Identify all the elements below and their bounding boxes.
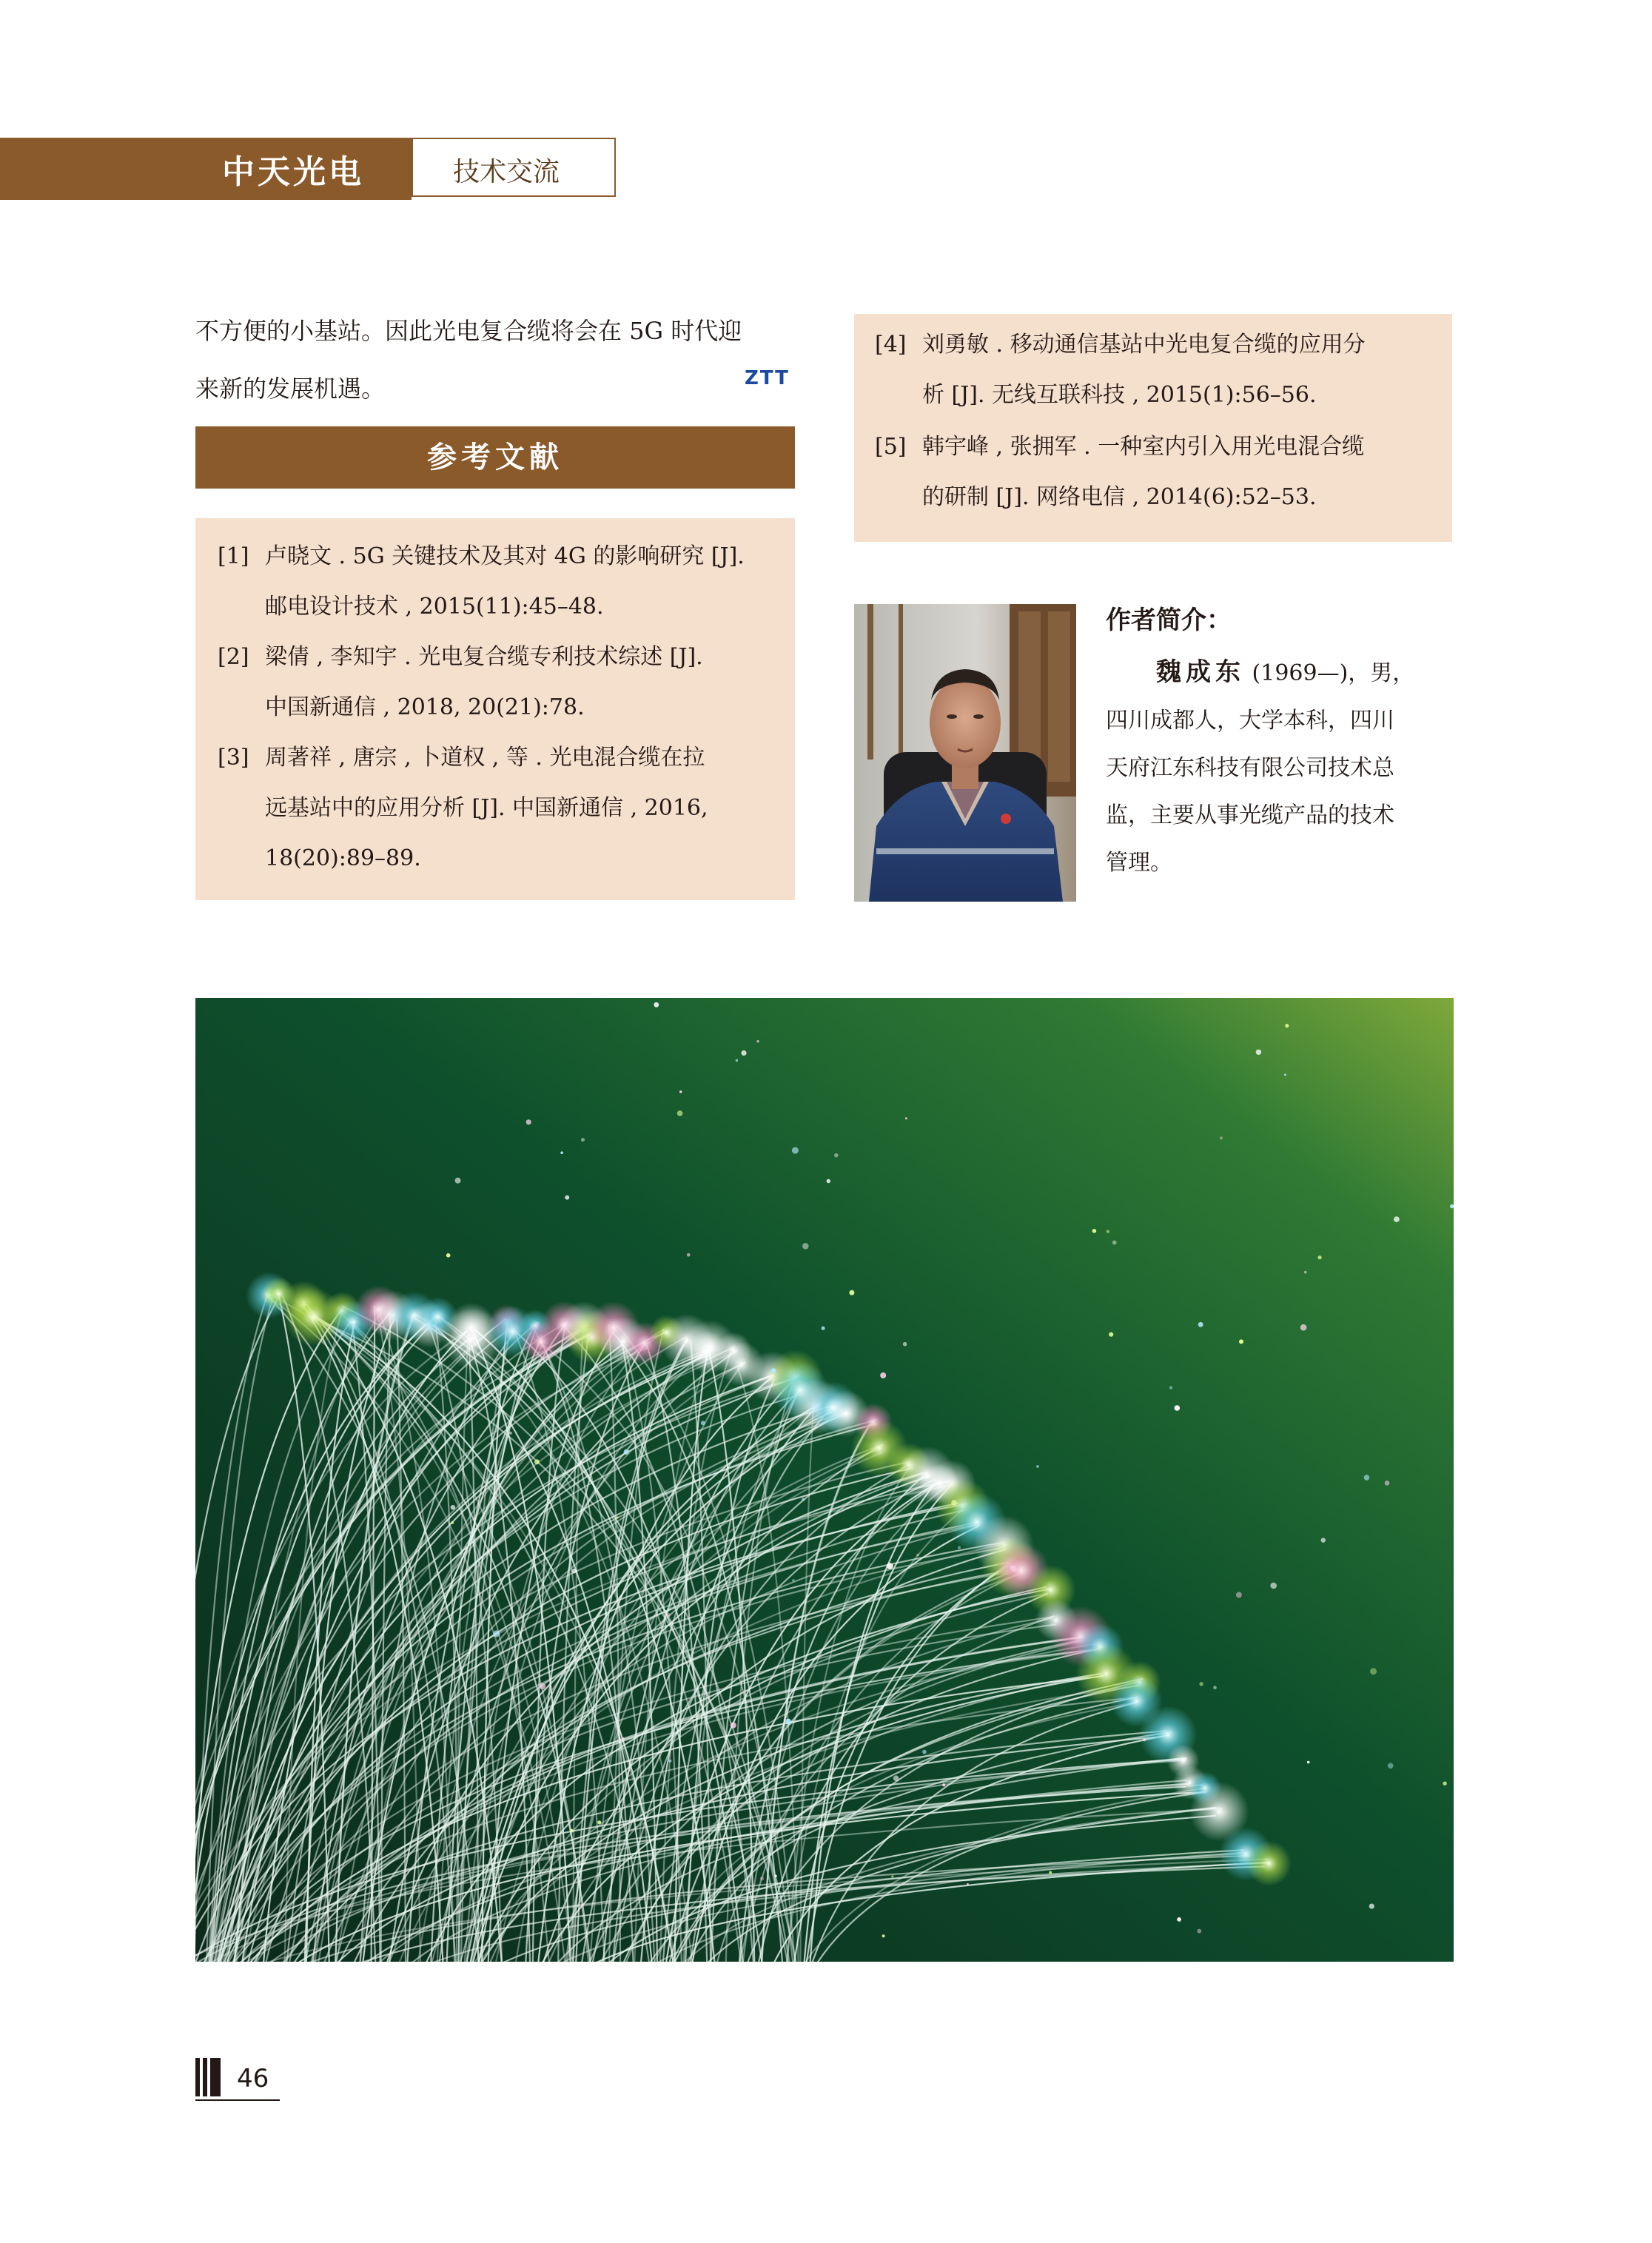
sparkle <box>560 1151 563 1154</box>
sparkle <box>887 1563 893 1569</box>
author-bio <box>1106 648 1439 887</box>
sparkle <box>1300 1324 1307 1331</box>
author-portrait-image <box>854 604 1076 902</box>
sparkle <box>1394 1216 1400 1222</box>
reference-line: 邮电设计技术 , 2015(11):45–48. <box>265 594 604 620</box>
sparkle <box>687 1253 691 1257</box>
sparkle <box>760 1877 764 1880</box>
sparkle <box>785 1719 791 1725</box>
reference-number: [1] <box>218 543 249 569</box>
sparkle <box>849 1290 854 1295</box>
sparkle <box>565 1196 569 1200</box>
sparkle <box>1107 1230 1109 1233</box>
reference-line: 卢晓文 . 5G 关键技术及其对 4G 的影响研究 [J]. <box>265 543 745 569</box>
sparkle <box>669 1760 672 1763</box>
sparkle <box>1321 1538 1326 1542</box>
sparkle <box>1213 1686 1217 1689</box>
sparkle <box>571 1569 577 1574</box>
reference-number: [3] <box>218 745 249 771</box>
section-label: 技术交流 <box>453 157 560 187</box>
sparkle <box>509 1432 512 1435</box>
sparkle <box>1370 1668 1377 1674</box>
sparkle <box>654 1002 659 1007</box>
sparkle <box>903 1342 907 1347</box>
sparkle <box>736 1059 738 1062</box>
sparkle <box>1112 1241 1117 1245</box>
sparkle <box>905 1117 907 1119</box>
sparkle <box>1385 1481 1390 1486</box>
sparkle <box>455 1178 461 1184</box>
sparkle <box>526 1119 531 1124</box>
sparkle <box>1197 1929 1201 1934</box>
sparkle <box>1270 1583 1277 1589</box>
sparkle <box>436 1939 438 1941</box>
reference-line: 的研制 [J]. 网络电信 , 2014(6):52–53. <box>922 484 1317 510</box>
author-photo <box>854 604 1076 902</box>
fiber-glow-tip <box>1246 1841 1292 1886</box>
sparkle <box>1285 1024 1289 1027</box>
sparkle <box>922 1750 927 1754</box>
footer-bars-icon <box>195 2058 225 2096</box>
sparkle <box>1199 1682 1203 1686</box>
sparkle <box>967 1883 969 1885</box>
author-bio-line <box>1106 648 1439 697</box>
sparkle <box>616 1516 619 1519</box>
sparkle <box>1388 1763 1394 1769</box>
sparkle <box>802 1498 805 1501</box>
sparkle <box>1092 1229 1097 1233</box>
sparkle <box>802 1243 809 1250</box>
sparkle <box>891 1875 893 1877</box>
reference-line: 中国新通信 , 2018, 20(21):78. <box>265 694 585 720</box>
fiber-optic-illustration <box>195 998 1454 1962</box>
references-box-right <box>854 314 1452 542</box>
sparkle <box>731 1723 736 1729</box>
sparkle <box>771 1368 776 1372</box>
sparkle <box>1109 1332 1113 1337</box>
sparkle <box>679 1090 682 1093</box>
sparkle <box>624 1449 630 1455</box>
sparkle <box>1143 1738 1146 1741</box>
sparkle <box>701 1421 705 1425</box>
sparkle <box>1318 1255 1322 1259</box>
author-bio-line: 天府江东科技有限公司技术总 <box>1106 755 1394 781</box>
page-number: 46 <box>237 2064 269 2093</box>
sparkle <box>1284 1073 1286 1076</box>
sparkle <box>822 1327 825 1330</box>
footer-rule <box>195 2099 280 2101</box>
sparkle <box>1220 1136 1223 1139</box>
body-paragraph <box>195 302 795 418</box>
reference-number: [2] <box>218 644 249 670</box>
sparkle <box>451 1521 454 1524</box>
sparkle <box>581 1138 585 1141</box>
body-line: 不方便的小基站。因此光电复合缆将会在 5G 时代迎 <box>195 317 742 345</box>
sparkle <box>1175 1405 1181 1411</box>
sparkle <box>741 1050 746 1056</box>
author-bio-line: 四川成都人，大学本科，四川 <box>1106 708 1394 734</box>
references-box-left <box>195 518 795 900</box>
reference-line: 析 [J]. 无线互联科技 , 2015(1):56–56. <box>922 382 1317 408</box>
journal-logo: 中天光电 <box>222 153 364 191</box>
reference-line: 周著祥 , 唐宗 , 卜道权 , 等 . 光电混合缆在拉 <box>265 745 705 771</box>
sparkle <box>1236 1592 1242 1598</box>
sparkle <box>451 1505 456 1510</box>
reference-line: 韩宇峰 , 张拥军 . 一种室内引入用光电混合缆 <box>922 434 1365 460</box>
sparkle <box>534 1459 540 1464</box>
author-bio-line: 监，主要从事光缆产品的技术 <box>1106 802 1394 828</box>
author-bio-line: 管理。 <box>1106 850 1172 876</box>
author-bio-text: (1969—)，男， <box>1245 660 1415 686</box>
sparkle <box>958 1546 961 1549</box>
sparkle <box>1036 1465 1039 1468</box>
sparkle <box>677 1110 683 1116</box>
sparkle <box>1364 1475 1370 1481</box>
reference-number: [4] <box>875 332 907 358</box>
reference-line: 梁倩 , 李知宇 . 光电复合缆专利技术综述 [J]. <box>265 644 703 670</box>
sparkle <box>1169 1387 1172 1389</box>
references-title: 参考文献 <box>427 440 563 475</box>
sparkle <box>756 1040 759 1042</box>
sparkle <box>1177 1917 1181 1922</box>
reference-number: [5] <box>875 434 907 460</box>
sparkle <box>1307 1761 1310 1764</box>
end-mark: ZTT <box>745 367 790 389</box>
sparkle <box>1239 1339 1243 1344</box>
sparkle <box>1443 1782 1446 1786</box>
sparkle <box>1049 1871 1052 1874</box>
reference-line: 远基站中的应用分析 [J]. 中国新通信 , 2016, <box>265 795 708 821</box>
sparkle <box>1010 1566 1016 1572</box>
sparkle <box>493 1630 500 1637</box>
sparkle <box>1198 1322 1203 1327</box>
sparkle <box>1304 1271 1307 1274</box>
sparkle <box>540 1683 545 1689</box>
sparkle <box>775 1875 777 1877</box>
reference-line: 18(20):89–89. <box>265 845 421 871</box>
sparkle <box>951 1500 957 1506</box>
reference-line: 刘勇敏 . 移动通信基站中光电复合缆的应用分 <box>922 332 1366 358</box>
sparkle <box>834 1153 839 1158</box>
sparkle <box>792 1147 799 1154</box>
sparkle <box>597 1820 601 1824</box>
sparkle <box>621 1737 624 1740</box>
sparkle <box>792 1579 795 1582</box>
body-line: 来新的发展机遇。 <box>195 375 386 403</box>
author-heading: 作者简介： <box>1106 606 1232 635</box>
sparkle <box>882 1934 885 1937</box>
sparkle <box>893 1775 899 1781</box>
sparkle <box>667 1613 671 1617</box>
sparkle <box>880 1372 886 1378</box>
sparkle <box>570 1829 573 1832</box>
author-name: 魏成东 <box>1156 657 1245 687</box>
sparkle <box>827 1179 830 1183</box>
sparkle <box>446 1253 451 1258</box>
sparkle <box>1256 1050 1261 1055</box>
sparkle <box>1369 1904 1374 1909</box>
sparkle <box>916 1554 919 1557</box>
fiber-optic-image <box>195 998 1454 1962</box>
sparkle <box>942 1783 945 1786</box>
